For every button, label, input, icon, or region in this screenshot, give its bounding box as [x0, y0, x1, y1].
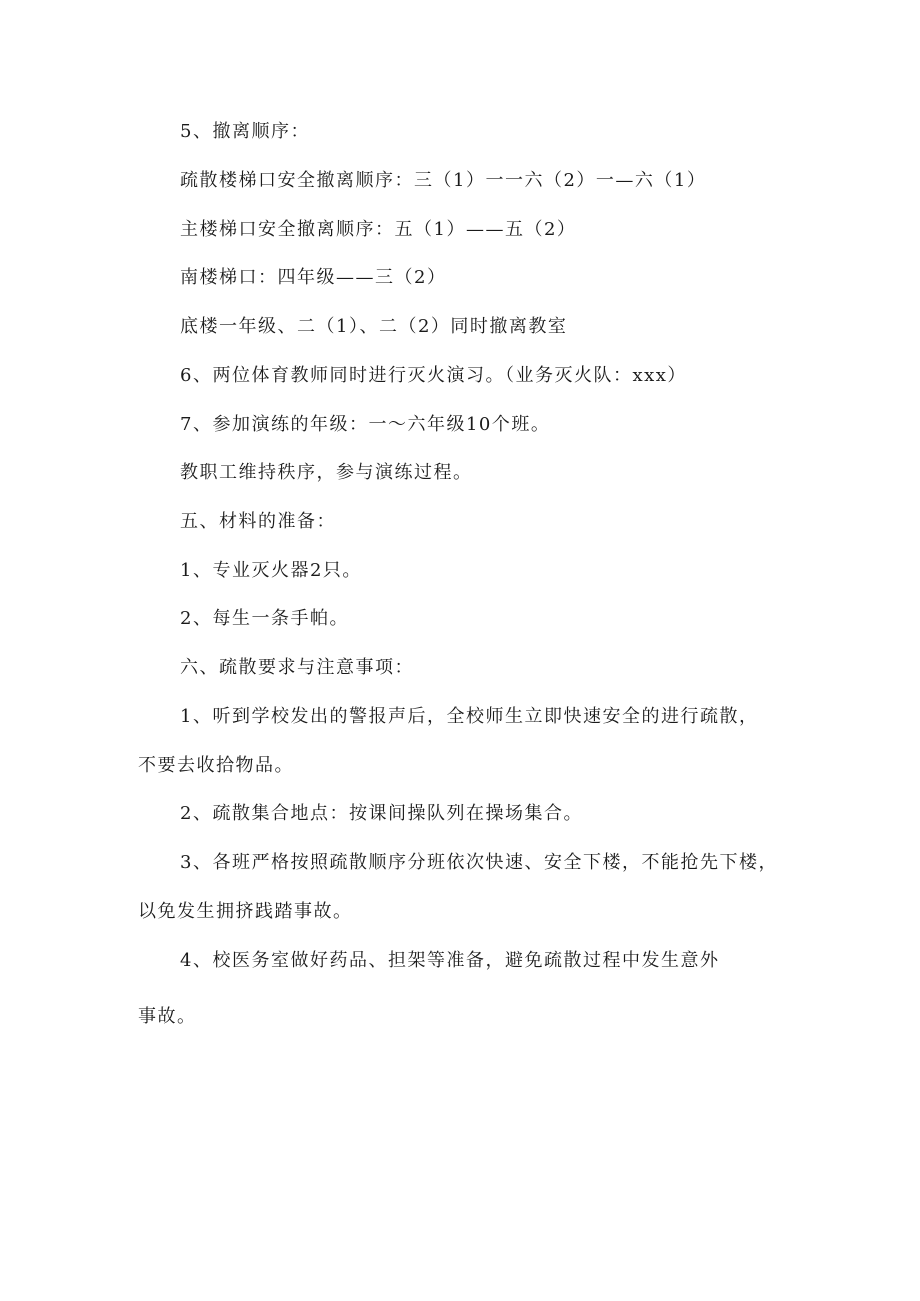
step-6-fire-drill: 6、两位体育教师同时进行灭火演习。（业务灭火队：xxx）: [180, 365, 687, 386]
main-stair-order: 主楼梯口安全撤离顺序：五（1）——五（2）: [180, 219, 577, 240]
evacuation-stair-order: 疏散楼梯口安全撤离顺序：三（1）一一六（2）一—六（1）: [180, 170, 707, 191]
requirement-1: 1、听到学校发出的警报声后，全校师生立即快速安全的进行疏散，: [180, 706, 759, 727]
section-6-heading: 六、疏散要求与注意事项：: [180, 657, 414, 678]
requirement-1-continued: 不要去收拾物品。: [138, 755, 294, 776]
step-5-heading: 5、撤离顺序：: [180, 121, 310, 142]
material-item-1: 1、专业灭火器2只。: [180, 560, 362, 581]
section-5-heading: 五、材料的准备：: [180, 511, 336, 532]
requirement-2: 2、疏散集合地点：按课间操队列在操场集合。: [180, 803, 583, 824]
requirement-3-continued: 以免发生拥挤践踏事故。: [138, 901, 353, 922]
staff-duty: 教职工维持秩序，参与演练过程。: [180, 462, 473, 483]
requirement-4: 4、校医务室做好药品、担架等准备，避免疏散过程中发生意外: [180, 950, 720, 971]
step-7-participants: 7、参加演练的年级：一～六年级10个班。: [180, 414, 551, 435]
south-stair-order: 南楼梯口：四年级——三（2）: [180, 267, 447, 288]
ground-floor-order: 底楼一年级、二（1）、二（2）同时撤离教室: [180, 316, 568, 337]
material-item-2: 2、每生一条手帕。: [180, 608, 349, 629]
requirement-3: 3、各班严格按照疏散顺序分班依次快速、安全下楼，不能抢先下楼，: [180, 852, 778, 873]
requirement-4-continued: 事故。: [138, 1006, 197, 1027]
